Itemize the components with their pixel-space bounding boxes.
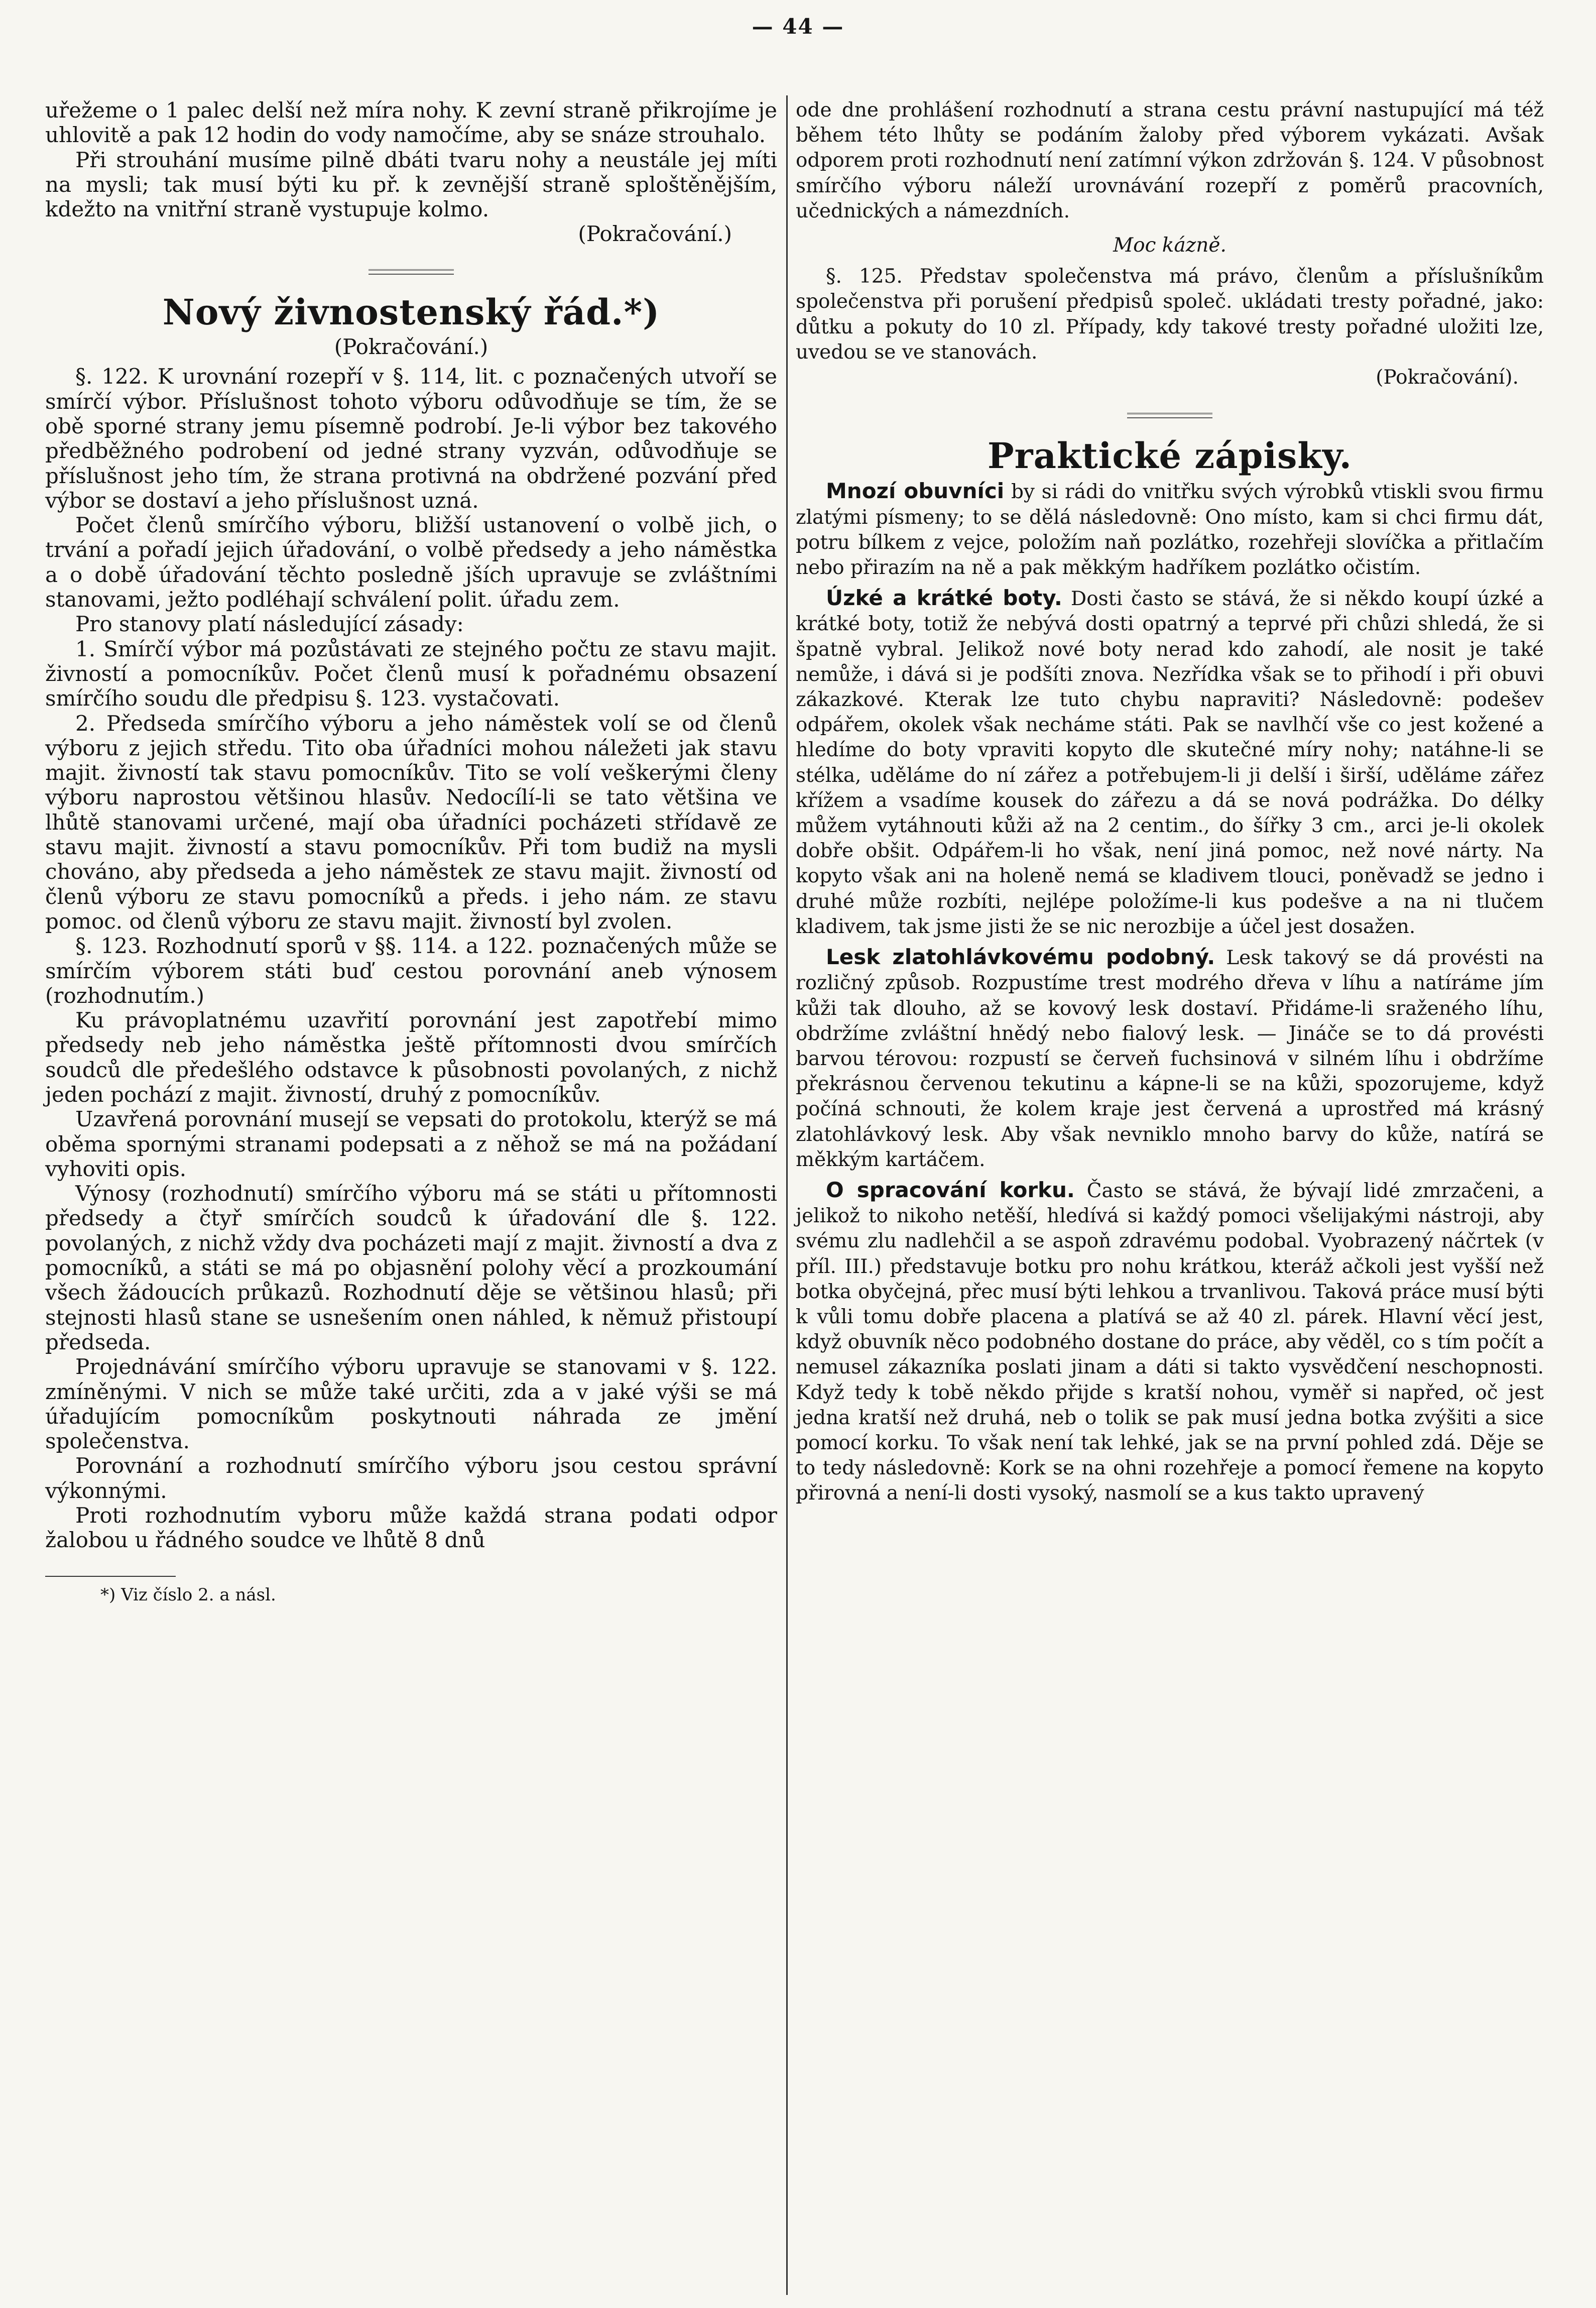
section-divider (369, 269, 454, 275)
paragraph-uzavreni: Ku právoplatnému uzavřití porovnání jest zapotřebí mimo předsedy neb jeho náměstka ještě přítomnosti dvou smírčích soudců dle předešlého odstavce k působnosti povolaných, z nichž jeden pochází z majit. živností, druhý z pomocníkův. (45, 1008, 777, 1107)
left-column (45, 98, 777, 1607)
section-moc-kazne: Moc kázně. (1113, 234, 1226, 257)
note-obuvnici-text: by si rádi do vnitřku svých výrobků vtiskli svou firmu zlatými písmeny; to se dělá následovně: Ono místo, kam si chci firmu dát, potru bílkem z vejce, položím naň pozlátko, rozehřeji slovíčka a přitlačím nebo přirazím na ně a pak měkkým hadříkem pozlátko očistím. (796, 481, 1544, 580)
note-korek-lead: O spracování korku. (826, 1177, 1075, 1202)
footnote: *) Viz číslo 2. a násl. (100, 1584, 276, 1605)
paragraph-122: §. 122. K urovnání rozepří v §. 114, lit. c poznačených utvoří se smírčí výbor. Příslušnost tohoto výboru odůvodňuje se tím, že se obě sporné strany jemu písemně podrobí. Je-li výbor bez takového předběžného podrobení od jedné strany vyzván, odůvodňuje se příslušnost jeho tím, že strana protivná na obdržené pozvání před výbor se dostaví a jeho příslušnost uzná. (45, 364, 777, 513)
paragraph-intro: uřežeme o 1 palec delší než míra nohy. K zevní straně přikrojíme je uhlovitě a pak 12 hodin do vody namočíme, aby se snáze strouhalo. (45, 98, 777, 148)
note-obuvnici (796, 479, 1544, 581)
page-number: — 44 — (752, 14, 844, 39)
note-korek (796, 1178, 1544, 1507)
note-lesk-text: Lesk takový se dá provésti na rozličný způsob. Rozpustíme trest modrého dřeva v líhu a natíráme jím kůži tak dlouho, až se kovový lesk dostaví. Přidáme-li sraženého líhu, obdržíme zvláštní hnědý nebo fialový lesk. — Jináče se to dá provésti barvou térovou: rozpustí se červeň fuchsinová v silném líhu i obdržíme překrásnou červenou tekutinu a kápne-li se na kůži, spozorujeme, když počíná schnouti, že kolem kraje jest červená a uprostřed má krásný zlatohlávkový lesk. Aby však nevniklo mnoho barvy do kůže, natírá se měkkým kartáčem. (796, 947, 1544, 1171)
paragraph-rule-2: 2. Předseda smírčího výboru a jeho náměstek volí se od členů výboru z jejich středu. Tito oba úřadníci mohou náležeti jak stavu majit. živností tak stavu pomocníkův. Tito se volí veškerými členy výboru naprostou většinou hlasův. Nedocílí-li se tato většina ve lhůtě stanovami určené, mají oba úřadníci pocházeti střídavě ze stavu majit. živností a stavu pomocníkův. Při tom budiž na mysli chováno, aby předseda a jeho náměstek ze stavu majit. živností od členů výboru ze stavu pomocníků a předs. i jeho nám. ze stavu pomoc. od členů výboru ze stavu majit. živností byl zvolen. (45, 711, 777, 934)
note-boty (796, 586, 1544, 940)
footnote-rule (45, 1576, 176, 1577)
paragraph-strouhani: Při strouhání musíme pilně dbáti tvaru nohy a neustále jej míti na mysli; tak musí býti ku př. k zevnější straně sploštěnějším, kdežto na vnitřní straně vystupuje kolmo. (45, 147, 777, 222)
paragraph-zasady: Pro stanovy platí následující zásady: (75, 612, 464, 637)
continued-note-right: (Pokračování). (1376, 366, 1519, 389)
right-column (796, 98, 1544, 1507)
note-lesk-lead: Lesk zlatohlávkovému podobný. (826, 945, 1215, 970)
article-heading: Nový živnostenský řád.*) (162, 291, 660, 333)
note-boty-text: Dosti často se stává, že si někdo koupí úzké a krátké boty, totiž že nebývá dosti opatrný a teprvé při chůzi shledá, že si špatně vybral. Jelikož nové boty nerad kdo zahodí, ale nosit je také nemůže, i dává si je podšíti znova. Nezřídka však se to přihodí i při obuvi zákazkové. Kterak lze tuto chybu napraviti? Následovně: podešev odpářem, okolek však necháme státi. Pak se navlhčí vše co jest kožené a hledíme do boty vpraviti kopyto dle skutečné míry nohy; natáhne-li se stélka, uděláme do ní zářez a potřebujem-li ji delší i širší, uděláme zářez křížem a vsadíme kousek do zářezu a dá se nová podrážka. Do délky můžem vytáhnouti kůži až na 2 centim., do šířky 3 cm., arci je-li okolek dobře obšit. Odpářem-li ho však, není jiná pomoc, než nové nárty. Na kopyto však ani na holeně nemá se kladivem tlouci, poněvadž se jedno i druhé může rozbíti, nejlépe položíme-li kus podešve a na ni tlučem kladivem, tak jsme jisti že se nic nerozbije a účel jest dosažen. (796, 588, 1544, 938)
paragraph-pocet: Počet členů smírčího výboru, bližší ustanovení o volbě jich, o trvání a pořadí jejich úřadování, o volbě předsedy a jeho náměstka a o době úřadování těchto posledně jších upravuje se zvláštními stanovami, ježto podléhají schválení polit. úřadu zem. (45, 513, 777, 612)
note-korek-text: Často se stává, že bývají lidé zmrzačeni, a jelikož to nikoho netěší, hledívá si každý pomoci všelijakými nástroji, aby svému zlu nadlehčil a se aspoň zdravému podobal. Vyobrazený náčrtek (v příl. III.) představuje botku pro nohu krátkou, kteráž ačkoli jest vyšší než botka obyčejná, přec musí býti lehkou a trvanlivou. Taková práce musí býti k vůli tomu dobře placena a platívá se až 40 zl. párek. Hlavní věcí jest, když obuvník něco podobného dostane do práce, aby věděl, co s tím počít a nemusel zákazníka poslati jinam a dáti si takto vysvědčení neschopnosti. Když tedy k tobě někdo přijde s kratší nohou, vyměř si napřed, oč jest jedna kratší než druhá, neb o tolik se pak musí jedna botka zvýšiti a sice pomocí korku. To však není tak lehké, jak se na první pohled zdá. Děje se to tedy následovně: Kork se na ohni rozehřeje a pomocí řemene na kopyto přirovná a není-li dosti vysoký, nasmolí se a kus takto upravený (796, 1179, 1544, 1505)
column-divider (786, 95, 788, 2295)
continued-note: (Pokračování.) (578, 221, 732, 247)
note-boty-lead: Úzké a krátké boty. (826, 586, 1062, 611)
paragraph-vynosy: Výnosy (rozhodnutí) smírčího výboru má se státi u přítomnosti předsedy a čtyř smírčích soudců k úřadování dle §. 122. povolaných, z nichž vždy dva pocházeti mají z majit. živností a dva z pomocníků, a státi se má po objasnění polohy věcí a prozkoumání všech žádoucích průkazů. Rozhodnutí děje se většinou hlasů; při stejnosti hlasů stane se usnešením onen náhled, k němuž přistoupí předseda. (45, 1181, 777, 1354)
section-divider-right (1127, 413, 1212, 418)
paragraph-continuation: ode dne prohlášení rozhodnutí a strana cestu právní nastupující má též během této lhůty se podáním žaloby před výborem vykázati. Avšak odporem proti rozhodnutí není zatímní výkon zdržován §. 124. V působnost smírčího výboru náleží urovnávání rozepří z poměrů pracovních, učednických a námezdních. (796, 99, 1544, 222)
paragraph-proti: Proti rozhodnutím vyboru může každá strana podati odpor žalobou u řádného soudce ve lhůtě 8 dnů (45, 1503, 777, 1553)
note-obuvnici-lead: Mnozí obuvníci (826, 479, 1005, 504)
note-lesk (796, 945, 1544, 1173)
paragraph-porovnani: Porovnání a rozhodnutí smírčího výboru jsou cestou správní výkonnými. (45, 1453, 777, 1503)
paragraph-123: §. 123. Rozhodnutí sporů v §§. 114. a 122. poznačených může se smírčím výborem státi buď cestou porovnání aneb výnosem (rozhodnutím.) (45, 934, 777, 1008)
paragraph-uzavrena: Uzavřená porovnání musejí se vepsati do protokolu, kterýž se má oběma spornými stranami podepsati a z něhož se má na požádaní vyhoviti opis. (45, 1107, 777, 1181)
article-subheading: (Pokračování.) (334, 334, 488, 360)
paragraph-125: §. 125. Představ společenstva má právo, členům a příslušníkům společenstva při porušení předpisů společ. ukládati tresty pořadné, jako: důtku a pokuty do 10 zl. Případy, kdy takové tresty pořadné uložiti lze, uvedou se ve stanovách. (796, 265, 1544, 364)
notes-heading: Praktické zápisky. (988, 435, 1352, 477)
paragraph-rule-1: 1. Smírčí výbor má pozůstávati ze stejného počtu ze stavu majit. živností a pomocníkův. Počet členů musí k pořadnému obsazení smírčího soudu dle předpisu §. 123. vystačovati. (45, 636, 777, 711)
paragraph-projednavani: Projednávání smírčího výboru upravuje se stanovami v §. 122. zmíněnými. V nich se může také určiti, zda a v jaké výši se má úřadujícím pomocníkům poskytnouti náhrada ze jmění společenstva. (45, 1354, 777, 1454)
